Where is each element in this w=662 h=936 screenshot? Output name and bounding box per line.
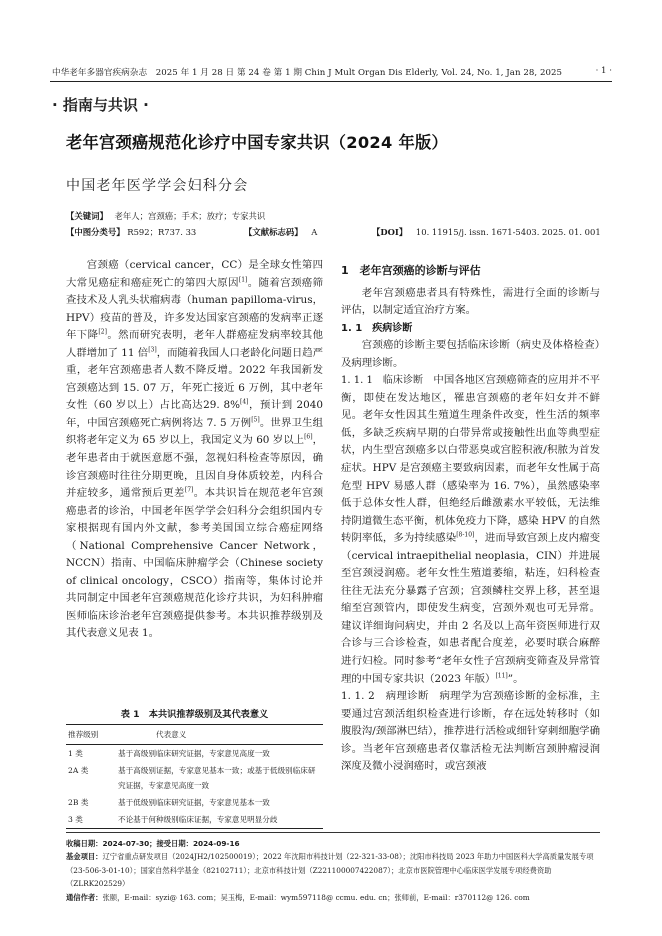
doi xyxy=(372,226,601,238)
doc-code xyxy=(244,226,317,238)
table-header: 代表意义 xyxy=(116,725,323,745)
footnote-rule xyxy=(66,832,600,833)
ref-2[interactable]: [2] xyxy=(98,328,107,336)
running-header: 中华老年多器官疾病杂志 2025 年 1 月 28 日 第 24 卷 第 1 期 Chin J Mult Organ Dis Elderly, Vol. 24, No. 1, Jan 28, 2025 xyxy=(52,68,563,78)
received-dates: 收稿日期：2024-07-30；接受日期：2024-09-16 xyxy=(66,839,240,848)
doc-label: 【文献标志码】 xyxy=(244,227,303,237)
subsection-heading-1-1: 1. 1 疾病诊断 xyxy=(341,322,413,334)
clinical-text-a: 中国各地区宫颈癌筛查的应用并不平衡，即使在发达地区，罹患宫颈癌的老年妇女并不鲜见。老年女性因其生殖道生理条件改变，性生活的频率低，多缺乏疾病早期的白带异常或接触性出血等典型症状，内生型宫颈癌多以白带恶臭或宫腔积液/积脓为首发症状。HPV 是宫颈癌主要致病因素，而老年女性属于高危型 HPV 易感人群（感染率为 16. 7%），虽然感染率低于总体女性人群，但绝经后雌激素水平较低，无法维持阴道微生态平衡，机体免疫力下降，感染 HPV 的自然转阴率低，多为持续感染 xyxy=(341,374,600,545)
doc-value: A xyxy=(311,227,318,237)
table-row xyxy=(66,745,323,763)
footnotes xyxy=(66,837,602,904)
clc-label: 【中图分类号】 xyxy=(66,227,125,237)
ref-8-10[interactable]: [8-10] xyxy=(456,531,475,539)
funding xyxy=(66,850,602,890)
page-number: · 1 · xyxy=(595,66,612,76)
intro-paragraph xyxy=(66,257,323,643)
intro-text-a: 宫颈癌（cervical cancer，CC）是全球女性第四大常见癌症和癌症死亡的第四大原因 xyxy=(66,259,323,289)
section1-intro: 老年宫颈癌患者具有特殊性，需进行全面的诊断与评估，以制定适宜治疗方案。 xyxy=(341,286,600,317)
contact-label: 通信作者： xyxy=(66,892,103,902)
subsubsection-heading-1-1-2: 1. 1. 2 病理诊断 xyxy=(341,690,429,703)
subsubsection-heading-1-1-1: 1. 1. 1 临床诊断 xyxy=(341,375,423,387)
table-cell: 基于低级别临床研究证据，专家意见基本一致 xyxy=(118,798,270,807)
intro-text-d: ，而随着我国人口老龄化问题日趋严重，老年宫颈癌患者人数不降反增。2022 年我国新发宫颈癌达到 15. 07 万，年死亡接近 6 万例，其中老年女性（60 岁以上）占比高达29. 8% xyxy=(66,346,324,412)
ref-3[interactable]: [3] xyxy=(148,346,157,354)
funding-label: 基金项目： xyxy=(66,852,103,862)
intro-text-g: ，老年患者由于就医意愿不强，忽视妇科检查等原因，确诊宫颈癌时往往分期更晚，且因自身体质较差，内科合并症较多，通常预后更差 xyxy=(66,434,324,500)
intro-text-c: 。然而研究表明，老年人群癌症发病率较其他人群增加了 11 倍 xyxy=(66,329,324,359)
clinical-text-c: ”。 xyxy=(507,672,524,685)
keywords-value: 老年人；宫颈癌；手术；放疗；专家共识 xyxy=(114,211,266,221)
section-tag: · 指南与共识 · xyxy=(52,96,149,114)
table-cell: 2B 类 xyxy=(68,798,89,807)
left-column xyxy=(66,257,323,643)
funding-text: 辽宁省重点研发项目（2024JH2/102500019）；2022 年沈阳市科技计划（22-321-33-08）；沈阳市科技局 2023 年助力中国医科大学高质量发展专项（23-506-3-01-10）；国家自然科学基金（82102711）；北京市科技计划（Z221100007422087）；北京市医院管理中心临床医学发展专项经费资助（ZLRK202529） xyxy=(66,852,594,889)
intro-text-b: 。随着宫颈癌筛查技术及人乳头状瘤病毒（human papilloma-virus，HPV）疫苗的普及，许多发达国家宫颈癌的发病率正逐年下降 xyxy=(66,276,324,342)
table-cell: 2A 类 xyxy=(68,766,89,775)
clinical-text-b: ，进而导致宫颈上皮内瘤变（cervical intraepithelial neoplasia，CIN）并进展至宫颈浸润癌。老年女性生殖道萎缩，粘连，妇科检查往往无法充分暴露子宫颈；宫颈鳞柱交界上移，甚至退缩至宫颈管内，即使发生病变，宫颈外观也可无异常。建议详细询问病史，并由 2 名及以上高年资医师进行双合诊与三合诊检查，如患者配合度差，必要时联合麻醉进行妇检。同时参考“老年女性子宫颈病变筛查及异常管理的中国专家共识（2023 年版） xyxy=(341,532,601,685)
doi-label: 【DOI】 xyxy=(372,227,408,237)
right-column xyxy=(341,257,600,776)
table-cell: 不论基于何种级别临床证据，专家意见明显分歧 xyxy=(116,811,323,829)
section-heading-1: 1 老年宫颈癌的诊断与评估 xyxy=(341,264,481,277)
table-cell: 3 类 xyxy=(66,811,116,829)
clc-value: R592；R737. 33 xyxy=(127,227,197,237)
ref-6[interactable]: [6] xyxy=(304,434,313,441)
table-row xyxy=(66,811,323,829)
intro-text-f: 。世界卫生组织将老年定义为 65 岁以上，我国定义为 60 岁以上 xyxy=(66,416,323,447)
intro-text-h: 。本共识旨在规范老年宫颈癌患者的诊治，中国老年医学学会妇科分会组织国内专家根据现有国内外文献，参考美国国立综合癌症网络（National Comprehensive Cancer Network，NCCN）指南、中国临床肿瘤学会（Chinese society of clinical oncology，CSCO）指南等，集体讨论并共同制定中国老年宫颈癌规范化诊疗共识，为妇科肿瘤医师临床诊治老年宫颈癌提供参考。本共识推荐级别及其代表意义见表 1。 xyxy=(66,487,324,640)
diagnosis-intro: 宫颈癌的诊断主要包括临床诊断（病史及体格检查）及病理诊断。 xyxy=(341,339,600,369)
keywords xyxy=(66,210,265,222)
intro-text-e: ，预计到 2040 年，中国宫颈癌死亡病例将达 7. 5 万例 xyxy=(66,399,323,429)
corresponding-authors xyxy=(66,891,602,904)
keywords-label: 【关键词】 xyxy=(66,211,108,221)
contact-text: 张颐，E-mail：syzi@ 163. com；吴玉梅，E-mail：wym597118@ ccmu. edu. cn；张师前，E-mail：r370112@ 126. com xyxy=(102,892,530,902)
table-cell: 1 类 xyxy=(68,749,83,758)
ref-11[interactable]: [11] xyxy=(495,672,508,680)
clinical-diagnosis-paragraph xyxy=(341,372,600,688)
table-cell: 基于高级别证据，专家意见基本一致；或基于低级别临床研究证据，专家意见高度一致 xyxy=(118,766,316,790)
ref-5[interactable]: [5] xyxy=(251,416,260,424)
table-header-row xyxy=(66,725,323,745)
table-cell: 基于高级别临床研究证据，专家意见高度一致 xyxy=(118,749,270,758)
ref-4[interactable]: [4] xyxy=(240,398,249,406)
doi-value: 10. 11915/j. issn. 1671-5403. 2025. 01. 001 xyxy=(415,227,601,237)
header-rule xyxy=(50,81,612,82)
ref-1[interactable]: [1] xyxy=(238,276,248,284)
clc xyxy=(66,226,196,238)
table1 xyxy=(66,724,323,829)
author-line: 中国老年医学学会妇科分会 xyxy=(66,178,249,194)
paper-title: 老年宫颈癌规范化诊疗中国专家共识（2024 年版） xyxy=(66,133,448,152)
table1-caption: 表 1 本共识推荐级别及其代表意义 xyxy=(120,709,269,720)
ref-7[interactable]: [7] xyxy=(184,486,194,494)
pathology-text: 病理学为宫颈癌诊断的金标准，主要通过宫颈活组织检查进行诊断，存在远处转移时（如腹股沟/颈部淋巴结），推荐进行活检或细针穿刺细胞学确诊。当老年宫颈癌患者仅靠活检无法判断宫颈肿瘤浸润深度及微小浸润癌时，或宫颈液 xyxy=(341,690,601,773)
table-row xyxy=(66,762,323,794)
table-header: 推荐级别 xyxy=(66,725,116,745)
table-row xyxy=(66,794,323,811)
pathology-paragraph xyxy=(341,688,600,776)
